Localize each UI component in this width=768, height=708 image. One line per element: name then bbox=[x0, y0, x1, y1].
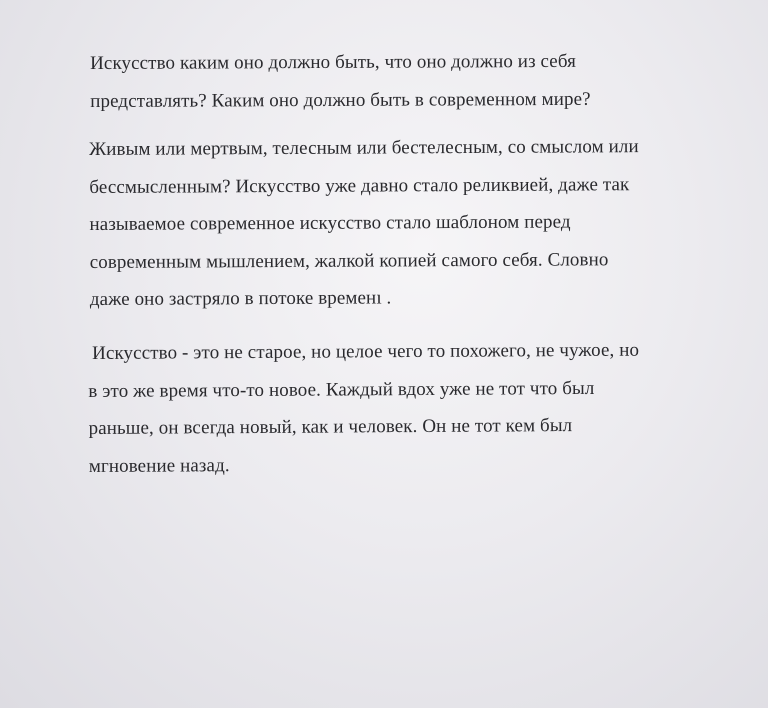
paragraph-2 bbox=[89, 128, 640, 318]
text-line: бессмысленным? Искусство уже давно стало реликвией, даже так bbox=[89, 173, 630, 198]
text-line: представлять? Каким оно должно быть в современном мире? bbox=[90, 88, 591, 112]
text-line: мгновение назад. bbox=[88, 454, 230, 477]
text-line: Искусство каким оно должно быть, что оно должно из себя bbox=[90, 50, 576, 74]
text-line: в это же время что-то новое. Каждый вдох уже не тот что был bbox=[88, 377, 595, 402]
text-line: Искусство - это не старое, но целое чего то похожего, не чужое, но bbox=[92, 339, 640, 364]
text-line: даже оно застряло в потоке временı . bbox=[89, 287, 392, 310]
paragraph-1 bbox=[90, 43, 591, 120]
text-line: Живым или мертвым, телесным или бестелесным, со смыслом или bbox=[89, 136, 639, 160]
text-line: называемое современное искусство стало шаблоном перед bbox=[89, 211, 571, 235]
text-line: современным мышлением, жалкой копией самого себя. Словно bbox=[89, 248, 609, 273]
paragraph-3 bbox=[88, 332, 640, 485]
text-line: раньше, он всегда новый, как и человек. Он не тот кем был bbox=[88, 415, 573, 439]
